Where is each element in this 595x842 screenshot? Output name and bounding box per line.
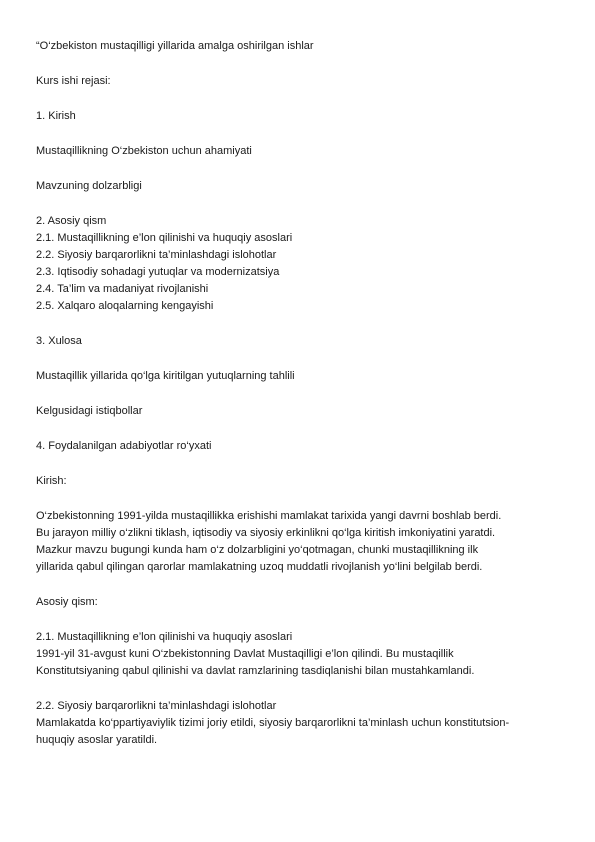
plan-subsection-item: 2.5. Xalqaro aloqalarning kengayishi (36, 300, 214, 312)
plan-section-1-item: Mavzuning dolzarbligi (36, 180, 142, 192)
intro-paragraph (36, 508, 566, 576)
plan-section-3-item: Kelgusidagi istiqbollar (36, 405, 143, 417)
paragraph-line: Mamlakatda ko‘ppartiyaviylik tizimi joriy etildi, siyosiy barqarorlikni ta’minlash uchun konstitutsion- (36, 717, 510, 729)
section-title: 2.2. Siyosiy barqarorlikni ta’minlashdagi islohotlar (36, 700, 277, 712)
paragraph-line: huquqiy asoslar yaratildi. (36, 734, 158, 746)
paragraph-line: 1991-yil 31-avgust kuni O‘zbekistonning Davlat Mustaqilligi e’lon qilindi. Bu mustaqillik (36, 648, 454, 660)
plan-subsection-item: 2.4. Ta’lim va madaniyat rivojlanishi (36, 283, 209, 295)
plan-section-2-title: 2. Asosiy qism (36, 215, 107, 227)
plan-subsection-item: 2.1. Mustaqillikning e’lon qilinishi va huquqiy asoslari (36, 232, 293, 244)
plan-subsection-item: 2.3. Iqtisodiy sohadagi yutuqlar va modernizatsiya (36, 266, 280, 278)
main-section-2-2 (36, 698, 566, 749)
plan-section-3-item-a-block (36, 368, 566, 385)
plan-heading-block (36, 73, 566, 90)
paragraph-line: Konstitutsiyaning qabul qilinishi va davlat ramzlarining tasdiqlanishi bilan mustahkamlandi. (36, 665, 475, 677)
plan-section-3-item-b-block (36, 403, 566, 420)
main-heading: Asosiy qism: (36, 596, 98, 608)
paragraph-line: yillarida qabul qilingan qarorlar mamlakatning uzoq muddatli rivojlanish yo‘lini belgilab berdi. (36, 561, 483, 573)
plan-section-1-item-b-block (36, 178, 566, 195)
plan-section-4-title: 4. Foydalanilgan adabiyotlar ro‘yxati (36, 440, 212, 452)
main-heading-block (36, 594, 566, 611)
plan-section-3-title: 3. Xulosa (36, 335, 82, 347)
plan-heading: Kurs ishi rejasi: (36, 75, 111, 87)
plan-section-1-item: Mustaqillikning O‘zbekiston uchun ahamiyati (36, 145, 252, 157)
document-page (36, 38, 566, 767)
intro-heading-block (36, 473, 566, 490)
plan-section-2 (36, 213, 566, 315)
plan-section-1-item-a-block (36, 143, 566, 160)
paragraph-line: O‘zbekistonning 1991-yilda mustaqillikka erishishi mamlakat tarixida yangi davrni boshlab berdi. (36, 510, 502, 522)
plan-section-4 (36, 438, 566, 455)
section-title: 2.1. Mustaqillikning e’lon qilinishi va huquqiy asoslari (36, 631, 293, 643)
paragraph-line: Bu jarayon milliy o‘zlikni tiklash, iqtisodiy va siyosiy erkinlikni qo‘lga kiritish imkoniyatini yaratdi. (36, 527, 496, 539)
document-title-block (36, 38, 566, 55)
plan-subsection-item: 2.2. Siyosiy barqarorlikni ta’minlashdagi islohotlar (36, 249, 277, 261)
document-title: “O‘zbekiston mustaqilligi yillarida amalga oshirilgan ishlar (36, 40, 314, 52)
plan-section-1 (36, 108, 566, 125)
plan-section-1-title: 1. Kirish (36, 110, 76, 122)
plan-section-3 (36, 333, 566, 350)
main-section-2-1 (36, 629, 566, 680)
paragraph-line: Mazkur mavzu bugungi kunda ham o‘z dolzarbligini yo‘qotmagan, chunki mustaqillikning ilk (36, 544, 479, 556)
plan-section-3-item: Mustaqillik yillarida qo‘lga kiritilgan yutuqlarning tahlili (36, 370, 295, 382)
intro-heading: Kirish: (36, 475, 67, 487)
